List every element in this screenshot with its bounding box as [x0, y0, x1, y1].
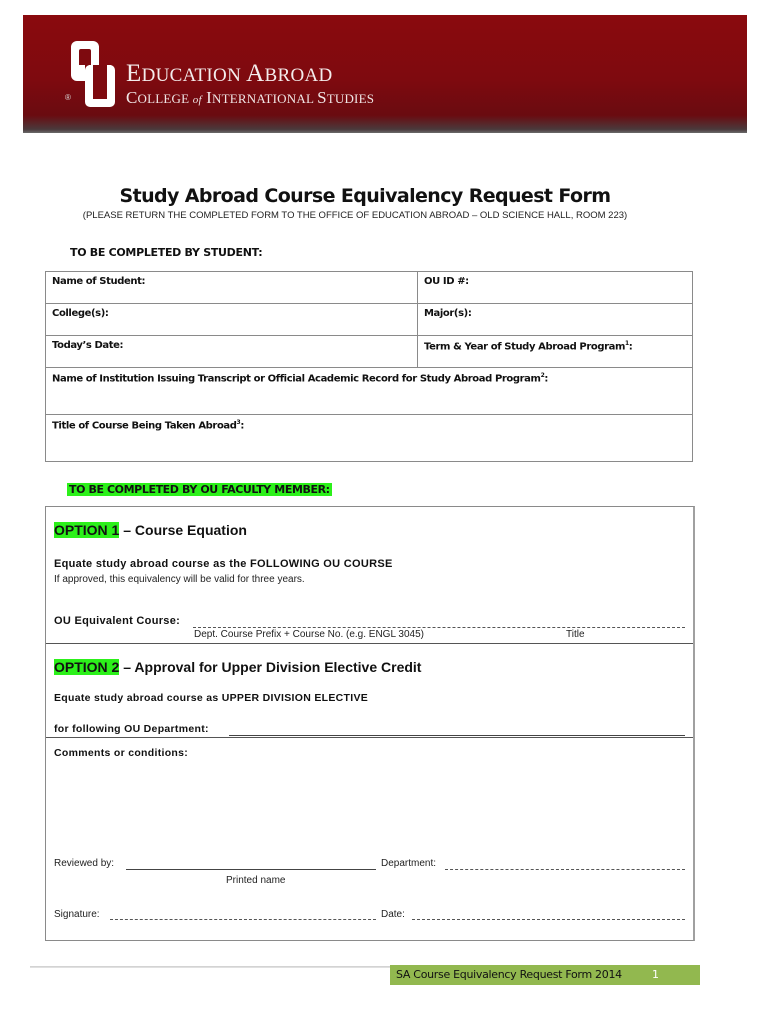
banner-title: EDUCATION ABROAD	[126, 60, 333, 87]
student-section-heading: TO BE COMPLETED BY STUDENT:	[70, 246, 263, 259]
option2-instruction: Equate study abroad course as UPPER DIVISION ELECTIVE	[54, 692, 369, 704]
course-title-hint: Title	[566, 629, 585, 640]
comments-label: Comments or conditions:	[54, 747, 189, 759]
institution-field[interactable]: Name of Institution Issuing Transcript or Official Academic Record for Study Abroad Program$^2$:	[46, 368, 693, 415]
reviewed-by-label: Reviewed by:	[54, 858, 115, 869]
printed-name-hint: Printed name	[226, 875, 286, 886]
option-divider	[46, 643, 693, 644]
date-label: Date:	[381, 909, 405, 920]
signature-input[interactable]	[110, 919, 376, 920]
option2-title: OPTION 2 – Approval for Upper Division Elective Credit	[54, 659, 422, 675]
faculty-section-heading: TO BE COMPLETED BY OU FACULTY MEMBER:	[69, 483, 330, 496]
comments-divider	[46, 737, 693, 738]
course-title-field[interactable]: Title of Course Being Taken Abroad$^3$:	[46, 415, 693, 462]
header-banner	[23, 15, 747, 133]
department-input[interactable]	[445, 869, 685, 870]
banner-subtitle: COLLEGE of INTERNATIONAL STUDIES	[126, 88, 375, 107]
ou-equivalent-course-input[interactable]	[193, 627, 685, 628]
faculty-section-box	[45, 506, 695, 941]
option1-note: If approved, this equivalency will be valid for three years.	[54, 574, 305, 585]
page-number: 1	[652, 968, 659, 981]
option2-label: OPTION 2	[54, 659, 120, 675]
page-subtitle: (PLEASE RETURN THE COMPLETED FORM TO THE OFFICE OF EDUCATION ABROAD – OLD SCIENCE HALL, ROOM 223)	[82, 210, 628, 221]
footer-text: SA Course Equivalency Request Form 2014	[396, 968, 622, 981]
course-prefix-hint: Dept. Course Prefix + Course No. (e.g. ENGL 3045)	[194, 629, 425, 640]
ou-equivalent-course-label: OU Equivalent Course:	[54, 615, 181, 627]
ou-logo-icon	[67, 39, 119, 109]
name-of-student-field[interactable]: Name of Student:	[46, 272, 418, 304]
comments-area[interactable]	[54, 763, 684, 851]
student-info-table	[45, 271, 693, 462]
todays-date-field[interactable]: Today’s Date:	[46, 336, 418, 368]
registered-mark: ®	[65, 93, 71, 102]
ou-department-input[interactable]	[229, 735, 685, 736]
department-label: Department:	[381, 858, 437, 869]
signature-label: Signature:	[54, 909, 100, 920]
ou-id-field[interactable]: OU ID #:	[418, 272, 693, 304]
reviewed-by-input[interactable]	[126, 869, 376, 870]
option1-instruction: Equate study abroad course as the FOLLOWING OU COURSE	[54, 558, 393, 570]
option1-label: OPTION 1	[54, 522, 120, 538]
option1-title: OPTION 1 – Course Equation	[54, 522, 247, 538]
ou-department-label: for following OU Department:	[54, 723, 209, 735]
page-title: Study Abroad Course Equivalency Request Form	[119, 185, 611, 207]
date-input[interactable]	[412, 919, 685, 920]
term-year-field[interactable]: Term & Year of Study Abroad Program$^1$:	[418, 336, 693, 368]
college-field[interactable]: College(s):	[46, 304, 418, 336]
page-footer	[390, 965, 700, 985]
major-field[interactable]: Major(s):	[418, 304, 693, 336]
